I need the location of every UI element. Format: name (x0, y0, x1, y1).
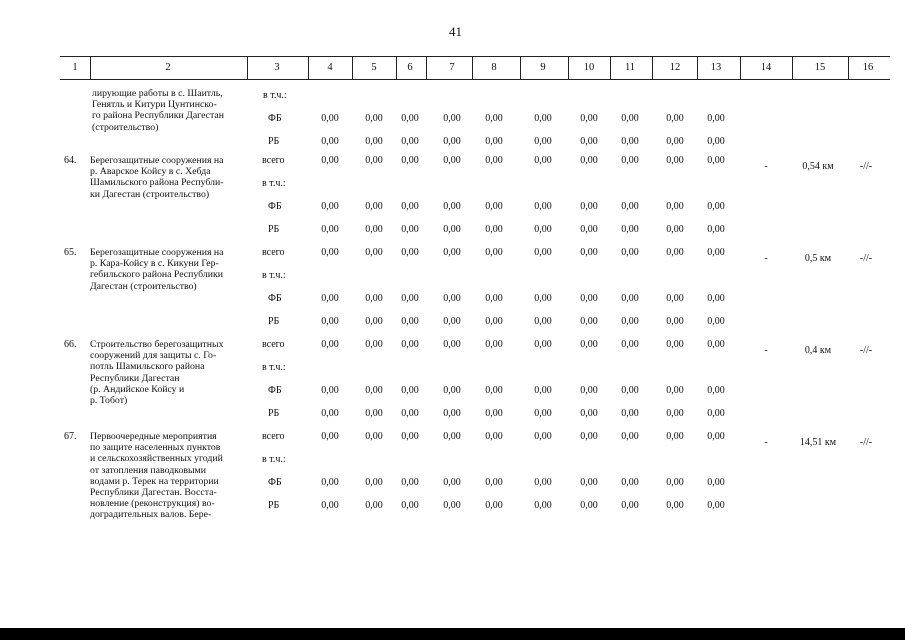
fb-row-col11: 0,00 (621, 477, 639, 488)
fb-row-col5: 0,00 (365, 477, 383, 488)
cont-fb-row-col11: 0,00 (621, 113, 639, 124)
header-separator (352, 57, 353, 79)
label-rb: РБ (268, 500, 280, 511)
header-separator (740, 57, 741, 79)
label-total: всего (262, 339, 285, 350)
total-row-col13: 0,00 (707, 339, 725, 350)
fb-row-col13: 0,00 (707, 201, 725, 212)
total-row-col10: 0,00 (580, 431, 598, 442)
rb-row-col6: 0,00 (401, 316, 419, 327)
cont-rb-row-col13: 0,00 (707, 136, 725, 147)
total-row-col12: 0,00 (666, 431, 684, 442)
label-fb: ФБ (268, 385, 282, 396)
fb-row-col12: 0,00 (666, 477, 684, 488)
fb-row-col5: 0,00 (365, 385, 383, 396)
header-separator (247, 57, 248, 79)
fb-row-col8: 0,00 (485, 201, 503, 212)
label-rb: РБ (268, 136, 280, 147)
fb-row-col12: 0,00 (666, 385, 684, 396)
header-separator (90, 57, 91, 79)
label-fb: ФБ (268, 113, 282, 124)
header-separator (610, 57, 611, 79)
fb-row-col8: 0,00 (485, 385, 503, 396)
header-separator (697, 57, 698, 79)
row-number: 65. (64, 247, 77, 258)
row-number: 67. (64, 431, 77, 442)
col16-value: -//- (859, 161, 873, 172)
label-total: всего (262, 155, 285, 166)
total-row-col9: 0,00 (534, 339, 552, 350)
header-separator (472, 57, 473, 79)
cont-fb-row-col13: 0,00 (707, 113, 725, 124)
header-col-10: 10 (583, 62, 595, 73)
col14-value: - (764, 345, 768, 356)
total-row-col10: 0,00 (580, 155, 598, 166)
fb-row-col5: 0,00 (365, 293, 383, 304)
cont-rb-row-col6: 0,00 (401, 136, 419, 147)
rb-row-col9: 0,00 (534, 316, 552, 327)
header-col-1: 1 (72, 62, 78, 73)
fb-row-col10: 0,00 (580, 201, 598, 212)
total-row-col13: 0,00 (707, 431, 725, 442)
cont-rb-row-col5: 0,00 (365, 136, 383, 147)
total-row-col5: 0,00 (365, 247, 383, 258)
header-col-3: 3 (274, 62, 280, 73)
cont-rb-row-col10: 0,00 (580, 136, 598, 147)
rb-row-col13: 0,00 (707, 316, 725, 327)
cont-fb-row-col10: 0,00 (580, 113, 598, 124)
rb-row-col8: 0,00 (485, 408, 503, 419)
rb-row-col10: 0,00 (580, 316, 598, 327)
cont-rb-row-col4: 0,00 (321, 136, 339, 147)
fb-row-col9: 0,00 (534, 385, 552, 396)
rb-row-col5: 0,00 (365, 408, 383, 419)
header-col-16: 16 (862, 62, 874, 73)
fb-row-col6: 0,00 (401, 477, 419, 488)
rb-row-col12: 0,00 (666, 224, 684, 235)
rb-row-col4: 0,00 (321, 316, 339, 327)
total-row-col12: 0,00 (666, 247, 684, 258)
header-col-5: 5 (371, 62, 377, 73)
header-separator (652, 57, 653, 79)
cont-fb-row-col5: 0,00 (365, 113, 383, 124)
label-incl: в т.ч.: (262, 362, 286, 373)
item-description: Берегозащитные сооружения на р. Аварское Койсу в с. Хебда Шамильского района Республи- ки Дагестан (строительство) (90, 155, 224, 200)
fb-row-col11: 0,00 (621, 293, 639, 304)
fb-row-col12: 0,00 (666, 201, 684, 212)
label-total: всего (262, 247, 285, 258)
cont-rb-row-col9: 0,00 (534, 136, 552, 147)
rb-row-col6: 0,00 (401, 224, 419, 235)
total-row-col9: 0,00 (534, 431, 552, 442)
total-row-col6: 0,00 (401, 247, 419, 258)
rb-row-col11: 0,00 (621, 408, 639, 419)
cont-rb-row-col11: 0,00 (621, 136, 639, 147)
rb-row-col4: 0,00 (321, 500, 339, 511)
col15-value: 14,51 км (799, 437, 837, 448)
label-rb: РБ (268, 408, 280, 419)
label-rb: РБ (268, 316, 280, 327)
cont-fb-row-col7: 0,00 (443, 113, 461, 124)
total-row-col11: 0,00 (621, 247, 639, 258)
total-row-col5: 0,00 (365, 431, 383, 442)
header-separator (308, 57, 309, 79)
total-row-col9: 0,00 (534, 247, 552, 258)
fb-row-col10: 0,00 (580, 385, 598, 396)
col16-value: -//- (859, 437, 873, 448)
rb-row-col13: 0,00 (707, 500, 725, 511)
label-incl: в т.ч.: (262, 178, 286, 189)
fb-row-col8: 0,00 (485, 477, 503, 488)
scan-border (0, 628, 905, 640)
fb-row-col4: 0,00 (321, 477, 339, 488)
col15-value: 0,54 км (802, 161, 834, 172)
rb-row-col9: 0,00 (534, 408, 552, 419)
total-row-col4: 0,00 (321, 247, 339, 258)
total-row-col8: 0,00 (485, 247, 503, 258)
total-row-col6: 0,00 (401, 155, 419, 166)
header-col-4: 4 (327, 62, 333, 73)
fb-row-col11: 0,00 (621, 385, 639, 396)
rb-row-col13: 0,00 (707, 408, 725, 419)
total-row-col4: 0,00 (321, 155, 339, 166)
fb-row-col10: 0,00 (580, 477, 598, 488)
fb-row-col6: 0,00 (401, 293, 419, 304)
total-row-col7: 0,00 (443, 155, 461, 166)
label-incl: в т.ч.: (262, 454, 286, 465)
header-col-6: 6 (407, 62, 413, 73)
total-row-col7: 0,00 (443, 339, 461, 350)
fb-row-col6: 0,00 (401, 201, 419, 212)
cont-rb-row-col8: 0,00 (485, 136, 503, 147)
total-row-col11: 0,00 (621, 431, 639, 442)
fb-row-col7: 0,00 (443, 477, 461, 488)
total-row-col5: 0,00 (365, 339, 383, 350)
continued-item-description: лирующие работы в с. Шаитль, Генятль и Китури Цунтинско- го района Республики Дагестан (строительство) (92, 88, 224, 133)
header-separator (520, 57, 521, 79)
total-row-col8: 0,00 (485, 431, 503, 442)
rb-row-col10: 0,00 (580, 500, 598, 511)
rb-row-col10: 0,00 (580, 224, 598, 235)
rb-row-col7: 0,00 (443, 408, 461, 419)
fb-row-col13: 0,00 (707, 385, 725, 396)
rb-row-col4: 0,00 (321, 224, 339, 235)
fb-row-col10: 0,00 (580, 293, 598, 304)
fb-row-col9: 0,00 (534, 201, 552, 212)
header-col-14: 14 (760, 62, 772, 73)
header-col-13: 13 (710, 62, 722, 73)
total-row-col7: 0,00 (443, 247, 461, 258)
header-col-7: 7 (449, 62, 455, 73)
total-row-col8: 0,00 (485, 155, 503, 166)
rb-row-col11: 0,00 (621, 224, 639, 235)
rb-row-col4: 0,00 (321, 408, 339, 419)
total-row-col5: 0,00 (365, 155, 383, 166)
total-row-col7: 0,00 (443, 431, 461, 442)
total-row-col12: 0,00 (666, 339, 684, 350)
cont-fb-row-col4: 0,00 (321, 113, 339, 124)
total-row-col10: 0,00 (580, 247, 598, 258)
total-row-col8: 0,00 (485, 339, 503, 350)
label-fb: ФБ (268, 477, 282, 488)
total-row-col4: 0,00 (321, 431, 339, 442)
header-col-2: 2 (165, 62, 171, 73)
rb-row-col11: 0,00 (621, 316, 639, 327)
header-separator (426, 57, 427, 79)
col16-value: -//- (859, 253, 873, 264)
fb-row-col4: 0,00 (321, 385, 339, 396)
cont-rb-row-col12: 0,00 (666, 136, 684, 147)
col15-value: 0,4 км (804, 345, 832, 356)
fb-row-col13: 0,00 (707, 477, 725, 488)
row-number: 66. (64, 339, 77, 350)
rb-row-col13: 0,00 (707, 224, 725, 235)
fb-row-col8: 0,00 (485, 293, 503, 304)
page-number: 41 (449, 24, 462, 39)
label-fb: ФБ (268, 201, 282, 212)
fb-row-col12: 0,00 (666, 293, 684, 304)
col14-value: - (764, 161, 768, 172)
total-row-col13: 0,00 (707, 155, 725, 166)
cont-fb-row-col9: 0,00 (534, 113, 552, 124)
label-incl: в т.ч.: (262, 270, 286, 281)
total-row-col6: 0,00 (401, 431, 419, 442)
total-row-col4: 0,00 (321, 339, 339, 350)
fb-row-col4: 0,00 (321, 293, 339, 304)
total-row-col12: 0,00 (666, 155, 684, 166)
header-separator (792, 57, 793, 79)
col16-value: -//- (859, 345, 873, 356)
fb-row-col7: 0,00 (443, 293, 461, 304)
row-number: 64. (64, 155, 77, 166)
header-col-11: 11 (624, 62, 636, 73)
total-row-col11: 0,00 (621, 155, 639, 166)
fb-row-col11: 0,00 (621, 201, 639, 212)
rb-row-col7: 0,00 (443, 224, 461, 235)
col15-value: 0,5 км (804, 253, 832, 264)
rb-row-col9: 0,00 (534, 224, 552, 235)
item-description: Строительство берегозащитных сооружений для защиты с. Го- потль Шамильского района Республики Дагестан (р. Андийское Койсу и р. Тобот) (90, 339, 224, 407)
rb-row-col12: 0,00 (666, 408, 684, 419)
item-description: Первоочередные мероприятия по защите населенных пунктов и сельскохозяйственных угодий от затопления паводковыми водами р. Терек на территории Республики Дагестан. Восста- новление (реконструкция) во- доградительных валов. Бере- (90, 431, 223, 521)
rb-row-col8: 0,00 (485, 316, 503, 327)
label-incl: в т.ч.: (263, 90, 287, 101)
fb-row-col13: 0,00 (707, 293, 725, 304)
rb-row-col5: 0,00 (365, 316, 383, 327)
rb-row-col10: 0,00 (580, 408, 598, 419)
rb-row-col8: 0,00 (485, 224, 503, 235)
col14-value: - (764, 437, 768, 448)
rb-row-col7: 0,00 (443, 500, 461, 511)
total-row-col11: 0,00 (621, 339, 639, 350)
fb-row-col4: 0,00 (321, 201, 339, 212)
fb-row-col5: 0,00 (365, 201, 383, 212)
total-row-col13: 0,00 (707, 247, 725, 258)
header-col-9: 9 (540, 62, 546, 73)
rb-row-col9: 0,00 (534, 500, 552, 511)
fb-row-col6: 0,00 (401, 385, 419, 396)
rb-row-col5: 0,00 (365, 224, 383, 235)
header-separator (848, 57, 849, 79)
label-total: всего (262, 431, 285, 442)
rb-row-col5: 0,00 (365, 500, 383, 511)
total-row-col9: 0,00 (534, 155, 552, 166)
header-col-8: 8 (491, 62, 497, 73)
rb-row-col6: 0,00 (401, 408, 419, 419)
rb-row-col12: 0,00 (666, 316, 684, 327)
rb-row-col11: 0,00 (621, 500, 639, 511)
table-header (60, 56, 890, 80)
header-col-15: 15 (814, 62, 826, 73)
rb-row-col12: 0,00 (666, 500, 684, 511)
total-row-col10: 0,00 (580, 339, 598, 350)
fb-row-col7: 0,00 (443, 201, 461, 212)
rb-row-col8: 0,00 (485, 500, 503, 511)
cont-fb-row-col6: 0,00 (401, 113, 419, 124)
cont-fb-row-col8: 0,00 (485, 113, 503, 124)
label-rb: РБ (268, 224, 280, 235)
col14-value: - (764, 253, 768, 264)
fb-row-col9: 0,00 (534, 293, 552, 304)
cont-rb-row-col7: 0,00 (443, 136, 461, 147)
total-row-col6: 0,00 (401, 339, 419, 350)
item-description: Берегозащитные сооружения на р. Кара-Койсу в с. Кикуни Гер- гебильского района Республики Дагестан (строительство) (90, 247, 224, 292)
rb-row-col6: 0,00 (401, 500, 419, 511)
rb-row-col7: 0,00 (443, 316, 461, 327)
fb-row-col7: 0,00 (443, 385, 461, 396)
fb-row-col9: 0,00 (534, 477, 552, 488)
label-fb: ФБ (268, 293, 282, 304)
cont-fb-row-col12: 0,00 (666, 113, 684, 124)
header-separator (568, 57, 569, 79)
header-col-12: 12 (669, 62, 681, 73)
